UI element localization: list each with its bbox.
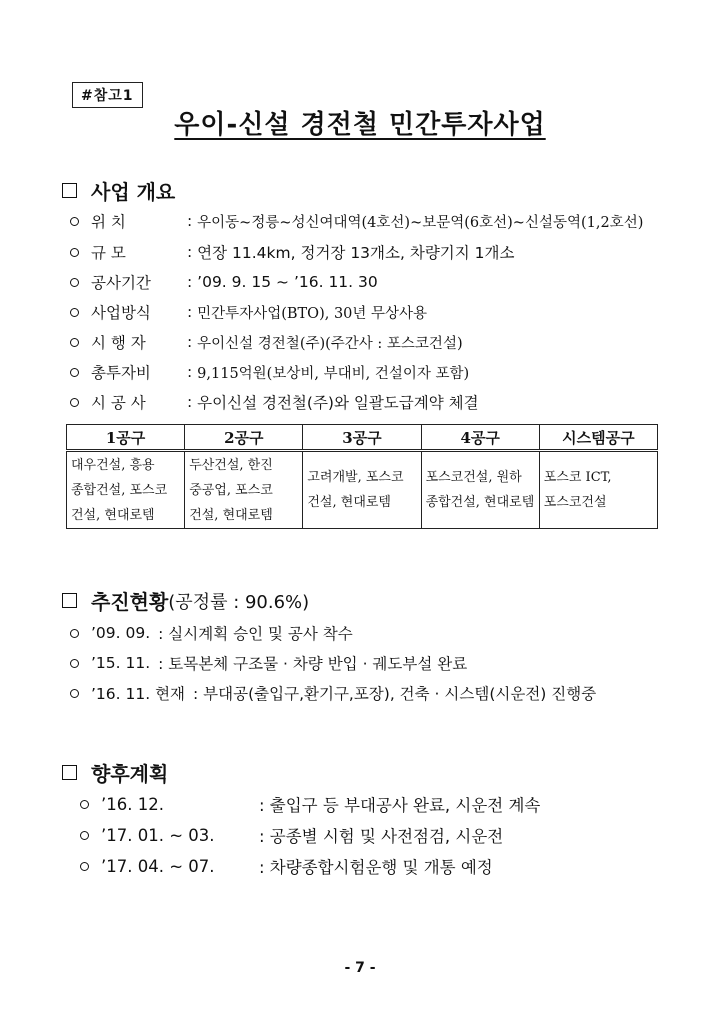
plan-item xyxy=(80,792,540,816)
item-label: 시 공 사 xyxy=(91,394,146,412)
circle-bullet-icon xyxy=(70,248,79,257)
plan-date: ’16. 12. xyxy=(101,794,164,814)
table-cell: 대우건설, 흥용 종합건설, 포스코 건설, 현대로템 xyxy=(67,451,185,529)
item-label: 위 치 xyxy=(91,213,126,231)
overview-item-location: 위 치 : 우이동~정릉~성신여대역(4호선)~보문역(6호선)~신설동역(1,2호선) xyxy=(70,210,643,232)
progress-date: ’16. 11. 현재 xyxy=(91,685,186,703)
table-header-row xyxy=(67,425,658,451)
item-label: 총투자비 xyxy=(91,364,151,382)
progress-item xyxy=(70,652,467,674)
table-header-cell: 3공구 xyxy=(303,425,421,451)
overview-item-period: 공사기간 : ’09. 9. 15 ~ ’16. 11. 30 xyxy=(70,271,378,293)
page-number: - 7 - xyxy=(344,960,376,976)
reference-tag: #참고1 xyxy=(72,82,143,108)
circle-bullet-icon xyxy=(80,862,89,871)
circle-bullet-icon xyxy=(70,398,79,407)
table-cell: 두산건설, 한진 중공업, 포스코 건설, 현대로템 xyxy=(185,451,303,529)
progress-date: ’15. 11. xyxy=(91,654,151,672)
circle-bullet-icon xyxy=(80,831,89,840)
item-label: 시 행 자 xyxy=(91,334,146,352)
item-value: 우이동~정릉~성신여대역(4호선)~보문역(6호선)~신설동역(1,2호선) xyxy=(197,214,644,231)
item-value: 민간투자사업(BTO), 30년 무상사용 xyxy=(197,305,428,322)
plan-text: : 차량종합시험운행 및 개통 예정 xyxy=(259,858,493,877)
progress-rate-note: (공정률 : 90.6%) xyxy=(168,591,310,613)
works-table xyxy=(66,424,658,529)
item-label: 공사기간 xyxy=(91,274,151,292)
plan-item xyxy=(80,823,503,847)
table-header-cell: 1공구 xyxy=(67,425,185,451)
checkbox-icon xyxy=(62,183,77,198)
circle-bullet-icon xyxy=(80,800,89,809)
plan-heading xyxy=(62,758,168,787)
item-value: 연장 11.4km, 정거장 13개소, 차량기지 1개소 xyxy=(197,244,515,262)
item-value: 9,115억원(보상비, 부대비, 건설이자 포함) xyxy=(197,365,470,382)
checkbox-icon xyxy=(62,593,77,608)
circle-bullet-icon xyxy=(70,338,79,347)
plan-date: ’17. 01. ~ 03. xyxy=(101,825,215,845)
overview-item-operator: 시 행 자 : 우이신설 경전철(주)(주간사 : 포스코건설) xyxy=(70,331,463,353)
circle-bullet-icon xyxy=(70,278,79,287)
table-cell: 포스코건설, 원하 종합건설, 현대로템 xyxy=(421,451,539,529)
item-value: 우이신설 경전철(주)와 일괄도급계약 체결 xyxy=(197,394,479,412)
plan-date: ’17. 04. ~ 07. xyxy=(101,856,215,876)
circle-bullet-icon xyxy=(70,308,79,317)
overview-item-investment: 총투자비 : 9,115억원(보상비, 부대비, 건설이자 포함) xyxy=(70,361,469,383)
progress-item xyxy=(70,682,596,704)
item-value: ’09. 9. 15 ~ ’16. 11. 30 xyxy=(197,273,378,291)
table-cell: 고려개발, 포스코 건설, 현대로템 xyxy=(303,451,421,529)
progress-text: : 실시계획 승인 및 공사 착수 xyxy=(158,625,353,643)
overview-item-scale: 규 모 : 연장 11.4km, 정거장 13개소, 차량기지 1개소 xyxy=(70,241,514,263)
item-value: 우이신설 경전철(주)(주간사 : 포스코건설) xyxy=(197,335,463,352)
overview-item-method: 사업방식 : 민간투자사업(BTO), 30년 무상사용 xyxy=(70,301,427,323)
progress-date: ’09. 09. xyxy=(91,624,151,642)
document-title: 우이-신설 경전철 민간투자사업 xyxy=(174,110,546,140)
plan-item xyxy=(80,854,493,878)
progress-text: : 토목본체 구조물 · 차량 반입 · 궤도부설 완료 xyxy=(158,655,468,673)
overview-heading xyxy=(62,176,175,205)
item-label: 규 모 xyxy=(91,244,126,262)
circle-bullet-icon xyxy=(70,689,79,698)
plan-heading-text: 향후계획 xyxy=(91,762,169,786)
overview-heading-text: 사업 개요 xyxy=(91,180,176,204)
plan-text: : 출입구 등 부대공사 완료, 시운전 계속 xyxy=(259,796,541,815)
progress-heading-text: 추진현황 xyxy=(91,590,169,614)
table-row xyxy=(67,451,658,529)
checkbox-icon xyxy=(62,765,77,780)
circle-bullet-icon xyxy=(70,629,79,638)
table-cell: 포스코 ICT, 포스코건설 xyxy=(539,451,657,529)
progress-heading xyxy=(62,586,309,615)
circle-bullet-icon xyxy=(70,368,79,377)
progress-text: : 부대공(출입구,환기구,포장), 건축 · 시스템(시운전) 진행중 xyxy=(193,685,597,703)
plan-text: : 공종별 시험 및 사전점검, 시운전 xyxy=(259,827,504,846)
circle-bullet-icon xyxy=(70,659,79,668)
table-header-cell: 시스템공구 xyxy=(539,425,657,451)
table-header-cell: 2공구 xyxy=(185,425,303,451)
progress-item xyxy=(70,622,353,644)
circle-bullet-icon xyxy=(70,217,79,226)
item-label: 사업방식 xyxy=(91,304,151,322)
overview-item-contractor: 시 공 사 : 우이신설 경전철(주)와 일괄도급계약 체결 xyxy=(70,391,479,413)
table-header-cell: 4공구 xyxy=(421,425,539,451)
